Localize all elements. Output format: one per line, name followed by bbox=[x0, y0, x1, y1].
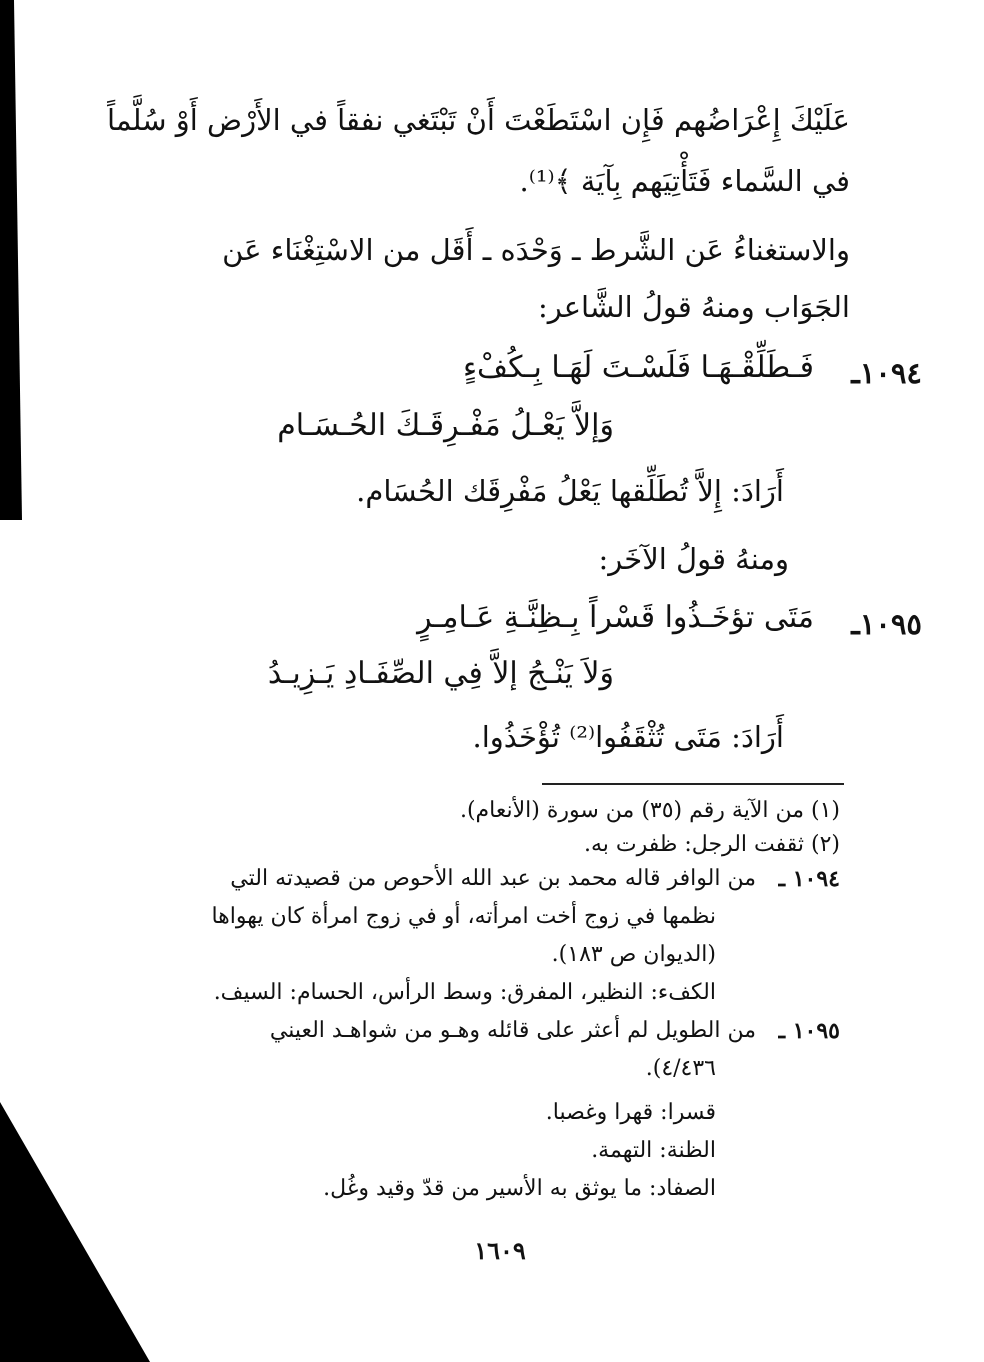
verse-1094-hemistich-1: فَـطَلِّقْـهَـا فَلَسْـتَ لَهَـا بِـكُفْءٍ bbox=[462, 350, 814, 385]
verse-1095-number: ١٠٩٥ـ bbox=[851, 607, 922, 641]
note-1095-line-4: الظنة: التهمة. bbox=[591, 1138, 716, 1163]
note-1094-number: ١٠٩٤ ـ bbox=[778, 866, 840, 892]
footnote-1: (١) من الآية رقم (٣٥) من سورة (الأنعام). bbox=[459, 798, 840, 823]
note-1094-line-4: الكفء: النظير، المفرق: وسط الرأس، الحسام: السيف. bbox=[213, 980, 716, 1005]
verse-1094-number: ١٠٩٤ـ bbox=[851, 356, 922, 390]
scan-corner-shadow bbox=[0, 1042, 150, 1362]
verse-1095-hemistich-2: وَلاَ يَنْـجُ إلاَّ فِي الصِّفَـادِ يَـزِيـدُ bbox=[267, 656, 614, 691]
paragraph-1-line-1: عَلَيْكَ إِعْرَاضُهم فَإِن اسْتَطَعْتَ أَنْ تَبْتَغي نفقاً في الأَرْض أَوْ سُلَّماً bbox=[107, 103, 850, 137]
note-1095-number: ١٠٩٥ ـ bbox=[778, 1018, 840, 1044]
paragraph-2-line-2: الجَوَاب ومنهُ قولُ الشَّاعر: bbox=[537, 290, 850, 324]
transition-line: ومنهُ قولُ الآخَر: bbox=[598, 542, 789, 576]
scan-edge-shadow bbox=[0, 0, 24, 520]
verse-1094-hemistich-2: وَإلاَّ يَعْـلُ مَفْـرِقَـكَ الحُـسَـام bbox=[277, 408, 614, 443]
note-1094-line-1: من الوافر قاله محمد بن عبد الله الأحوص من قصيدته التي bbox=[230, 866, 756, 891]
paragraph-1-line-2: في السَّماء فَتَأْتِيَهم بِآيَة ﴾⁽¹⁾. bbox=[519, 164, 850, 198]
note-1095-line-2: ٤/٤٣٦). bbox=[645, 1056, 716, 1081]
verse-1094-explanation: أَرَادَ: إِلاَّ تُطَلِّقها يَعْلُ مَفْرِقَك الحُسَام. bbox=[356, 474, 784, 508]
verse-1095-explanation: أَرَادَ: مَتَى تُثْقَفُوا⁽²⁾ تُؤْخَذُوا. bbox=[472, 720, 784, 754]
paragraph-2-line-1: والاستغناءُ عَن الشَّرط ـ وَحْدَه ـ أَقَل من الاسْتِغْنَاء عَن bbox=[222, 233, 850, 267]
note-1094-line-3: (الديوان ص ١٨٣). bbox=[551, 942, 716, 967]
note-1095-line-1: من الطويل لم أعثر على قائله وهـو من شواهـد العيني bbox=[269, 1018, 756, 1043]
note-1094-line-2: نظمها في زوج أخت امرأته، أو في زوج امرأة كان يهواها bbox=[211, 904, 716, 929]
page-number: ١٦٠٩ bbox=[474, 1236, 526, 1265]
verse-1095-hemistich-1: مَتَى تؤخَـذُوا قَسْراً بِـظِنَّـةِ عَـامِـرٍ bbox=[417, 600, 814, 635]
footnote-2: (٢) ثقفت الرجل: ظفرت به. bbox=[584, 832, 840, 857]
note-1095-line-5: الصفاد: ما يوثق به الأسير من قدّ وقيد وغُل. bbox=[323, 1176, 716, 1201]
note-1095-line-3: قسرا: قهرا وغصبا. bbox=[545, 1100, 716, 1125]
footnote-separator bbox=[542, 783, 844, 785]
